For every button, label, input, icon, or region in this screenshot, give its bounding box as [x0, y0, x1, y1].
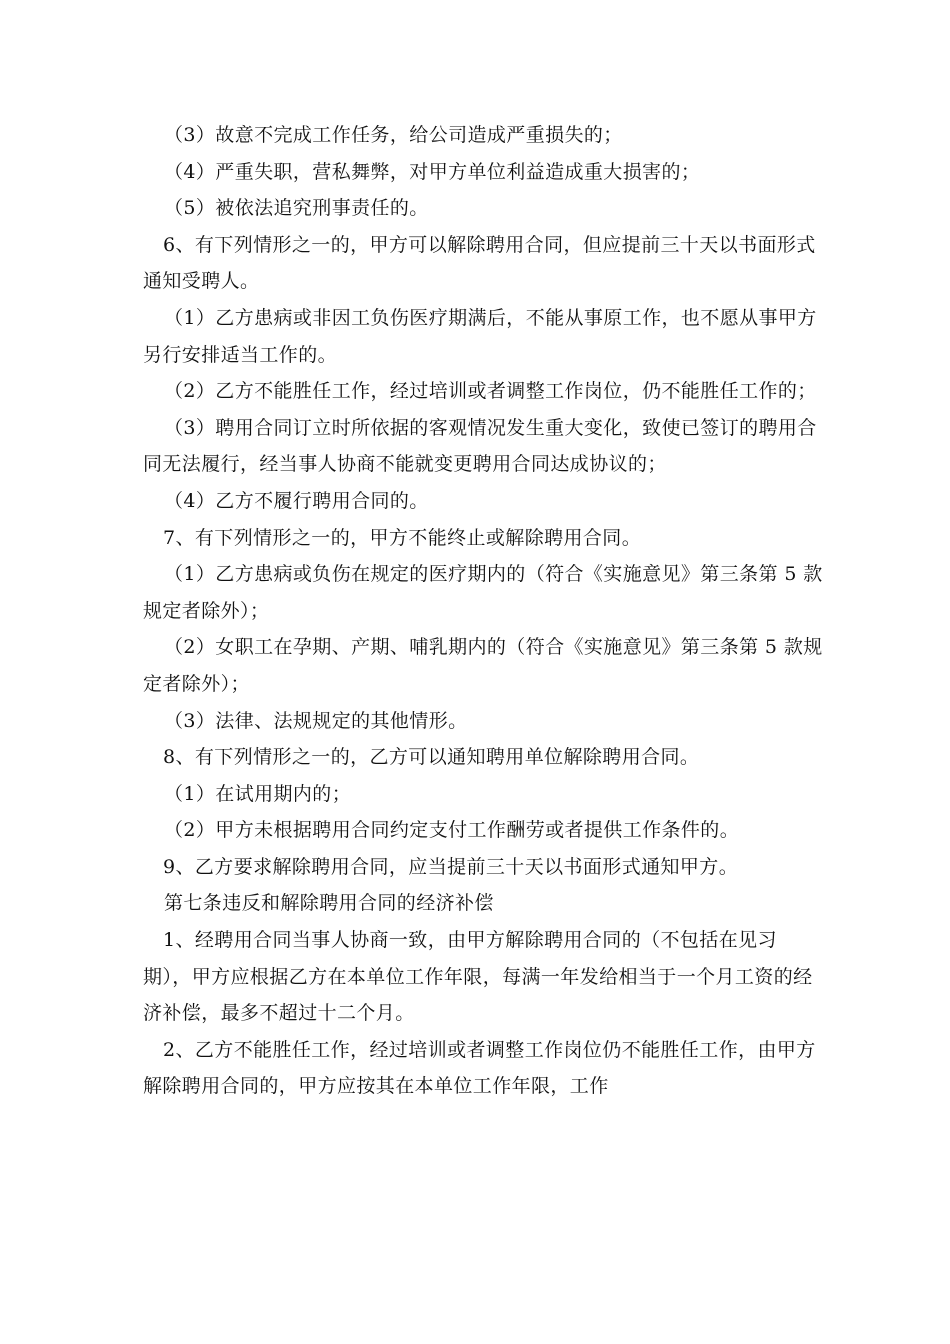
paragraph: （4）严重失职，营私舞弊，对甲方单位利益造成重大损害的；	[164, 160, 701, 183]
paragraph: （3）聘用合同订立时所依据的客观情况发生重大变化，致使已签订的聘用合同无法履行，经当事人协商不能就变更聘用合同达成协议的；	[143, 416, 817, 476]
paragraph: （4）乙方不履行聘用合同的。	[164, 489, 429, 512]
paragraph: 7、有下列情形之一的，甲方不能终止或解除聘用合同。	[163, 526, 642, 549]
document-body	[143, 117, 823, 1105]
paragraph: 6、有下列情形之一的，甲方可以解除聘用合同，但应提前三十天以书面形式通知受聘人。	[143, 233, 816, 293]
paragraph: （2）女职工在孕期、产期、哺乳期内的（符合《实施意见》第三条第 5 款规定者除外）；	[143, 636, 823, 695]
section-heading: 第七条违反和解除聘用合同的经济补偿	[164, 892, 494, 915]
paragraph: （1）在试用期内的；	[164, 782, 352, 805]
paragraph: （5）被依法追究刑事责任的。	[164, 197, 429, 220]
paragraph: （1）乙方患病或非因工负伤医疗期满后，不能从事原工作，也不愿从事甲方另行安排适当工作的。	[143, 306, 817, 366]
paragraph: （2）乙方不能胜任工作，经过培训或者调整工作岗位，仍不能胜任工作的；	[164, 380, 817, 403]
paragraph: 8、有下列情形之一的，乙方可以通知聘用单位解除聘用合同。	[163, 746, 700, 769]
paragraph: 9、乙方要求解除聘用合同，应当提前三十天以书面形式通知甲方。	[163, 855, 739, 878]
paragraph: （3）法律、法规规定的其他情形。	[164, 709, 468, 732]
paragraph: 1、经聘用合同当事人协商一致，由甲方解除聘用合同的（不包括在见习期），甲方应根据乙方在本单位工作年限，每满一年发给相当于一个月工资的经济补偿，最多不超过十二个月。	[143, 929, 813, 1025]
paragraph: （2）甲方未根据聘用合同约定支付工作酬劳或者提供工作条件的。	[164, 819, 740, 842]
paragraph: 2、乙方不能胜任工作，经过培训或者调整工作岗位仍不能胜任工作，由甲方解除聘用合同的，甲方应按其在本单位工作年限，工作	[143, 1038, 816, 1098]
paragraph: （3）故意不完成工作任务，给公司造成严重损失的；	[164, 124, 623, 146]
paragraph: （1）乙方患病或负伤在规定的医疗期内的（符合《实施意见》第三条第 5 款规定者除外）；	[143, 563, 823, 622]
